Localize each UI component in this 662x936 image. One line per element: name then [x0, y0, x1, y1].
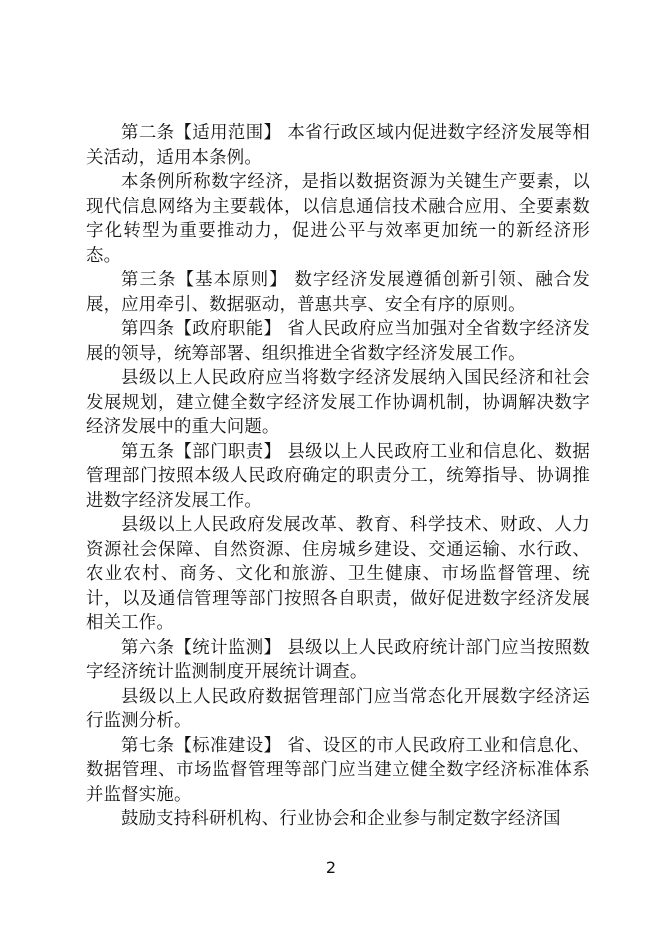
paragraph-article-4-county: 县级以上人民政府应当将数字经济发展纳入国民经济和社会发展规划，建立健全数字经济发展工作协调机制，协调解决数字经济发展中的重大问题。 [86, 368, 590, 437]
paragraph-article-4: 第四条【政府职能】 省人民政府应当加强对全省数字经济发展的领导，统筹部署、组织推进全省数字经济发展工作。 [86, 319, 590, 364]
paragraph-article-2: 第二条【适用范围】 本省行政区域内促进数字经济发展等相关活动，适用本条例。 [86, 123, 590, 168]
paragraph-article-3: 第三条【基本原则】 数字经济发展遵循创新引领、融合发展，应用牵引、数据驱动，普惠共享、安全有序的原则。 [86, 270, 590, 315]
page-number: 2 [325, 858, 337, 877]
paragraph-article-6: 第六条【统计监测】 县级以上人民政府统计部门应当按照数字经济统计监测制度开展统计调查。 [86, 637, 590, 682]
paragraph-article-5-departments: 县级以上人民政府发展改革、教育、科学技术、财政、人力资源社会保障、自然资源、住房城乡建设、交通运输、水行政、农业农村、商务、文化和旅游、卫生健康、市场监督管理、统计，以及通信管理等部门按照各自职责，做好促进数字经济发展相关工作。 [86, 515, 590, 633]
paragraph-article-7-standards: 鼓励支持科研机构、行业协会和企业参与制定数字经济国 [121, 809, 561, 829]
paragraph-digital-economy-definition: 本条例所称数字经济，是指以数据资源为关键生产要素，以现代信息网络为主要载体，以信息通信技术融合应用、全要素数字化转型为重要推动力，促进公平与效率更加统一的新经济形态。 [86, 172, 590, 266]
paragraph-article-5: 第五条【部门职责】 县级以上人民政府工业和信息化、数据管理部门按照本级人民政府确定的职责分工，统筹指导、协调推进数字经济发展工作。 [86, 441, 590, 511]
paragraph-article-7: 第七条【标准建设】 省、设区的市人民政府工业和信息化、数据管理、市场监督管理等部门应当建立健全数字经济标准体系并监督实施。 [86, 735, 590, 805]
document-body [86, 121, 590, 832]
paragraph-article-6-monitoring: 县级以上人民政府数据管理部门应当常态化开展数字经济运行监测分析。 [86, 686, 590, 731]
